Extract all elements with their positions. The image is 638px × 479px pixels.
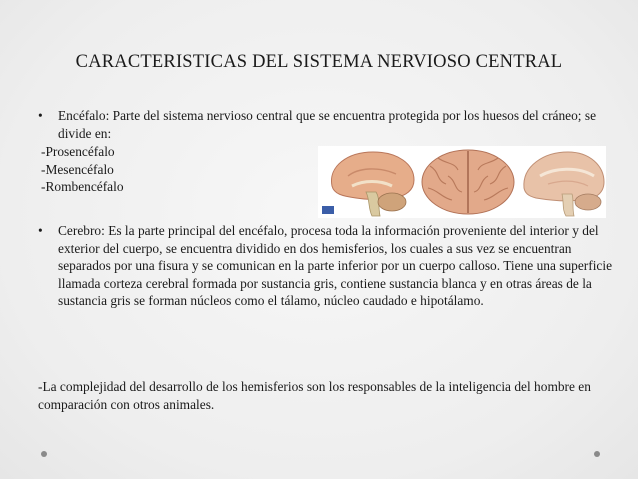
bullet-glyph: • [38,108,43,123]
brain-images [318,146,606,218]
closing-paragraph: -La complejidad del desarrollo de los hemisferios son los responsables de la inteligencia del hombre en comparación con otros animales. [38,379,591,412]
slide-dot-left [41,451,47,457]
bullet-cerebro [38,222,618,310]
bullet-encefalo-text: Encéfalo: Parte del sistema nervioso central que se encuentra protegida por los huesos del cráneo; se divide en: [58,108,597,141]
bullet-cerebro-text: Cerebro: Es la parte principal del encéfalo, procesa toda la información proveniente del interior y del exterior del cuerpo, se encuentra dividido en dos hemisferios, los cuales a sus vez se encuentran separados por una fisura y se comunican en la parte inferior por un cuerpo calloso. Tiene una superficie llamada corteza cerebral formada por sustancia gris, contiene sustancia blanca y en otras áreas de la sustancia gris se forman núcleos como el tálamo, núcleo caudado e hipotálamo. [58,223,613,308]
slide-dot-right [594,451,600,457]
slide-title: CARACTERISTICAS DEL SISTEMA NERVIOSO CENTRAL [75,52,563,72]
brain-top-image [422,150,514,214]
brain-sagittal-image [322,152,414,216]
brain-midsagittal-image [524,152,604,216]
bullet-glyph: • [38,223,43,238]
bullet-encefalo [38,107,618,142]
subdivision-item: -Rombencéfalo [41,179,124,194]
subdivision-item: -Prosencéfalo [41,144,115,159]
subdivision-list [41,143,124,196]
subdivision-item: -Mesencéfalo [41,161,114,177]
